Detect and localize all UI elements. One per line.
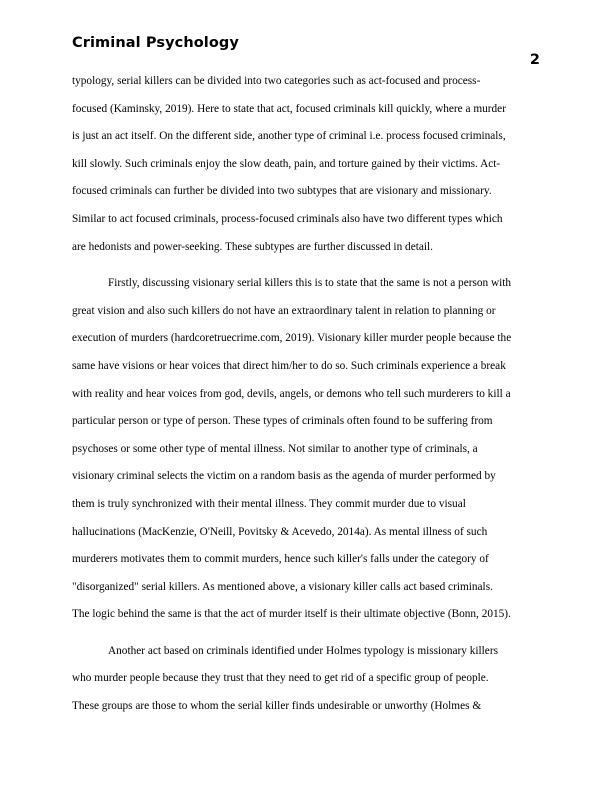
text-line: execution of murders (hardcoretruecrime.com, 2019). Visionary killer murder people because the bbox=[72, 332, 512, 345]
text-line: who murder people because they trust that they need to get rid of a specific group of people. bbox=[72, 672, 489, 685]
text-line: These groups are those to whom the serial killer finds undesirable or unworthy (Holmes & bbox=[72, 700, 482, 713]
running-header-title: Criminal Psychology bbox=[72, 35, 239, 51]
paragraph bbox=[72, 638, 544, 721]
text-line: is just an act itself. On the different side, another type of criminal i.e. process focused criminals, bbox=[72, 130, 506, 143]
body-text bbox=[72, 68, 544, 730]
text-line: with reality and hear voices from god, devils, angels, or demons who tell such murderers to kill a bbox=[72, 387, 511, 400]
text-line: Another act based on criminals identified under Holmes typology is missionary killers bbox=[108, 644, 498, 657]
text-line: are hedonists and power-seeking. These subtypes are further discussed in detail. bbox=[72, 240, 433, 253]
text-line: particular person or type of person. These types of criminals often found to be suffering from bbox=[72, 415, 493, 428]
text-line: visionary criminal selects the victim on a random basis as the agenda of murder performed by bbox=[72, 470, 496, 483]
text-line: The logic behind the same is that the act of murder itself is their ultimate objective (Bonn, 2015). bbox=[72, 608, 511, 621]
text-line: same have visions or hear voices that direct him/her to do so. Such criminals experience a break bbox=[72, 359, 506, 372]
text-line: Similar to act focused criminals, process-focused criminals also have two different types which bbox=[72, 212, 503, 225]
text-line: hallucinations (MacKenzie, O'Neill, Povitsky & Acevedo, 2014a). As mental illness of such bbox=[72, 525, 488, 538]
text-line: great vision and also such killers do not have an extraordinary talent in relation to planning or bbox=[72, 304, 496, 317]
paragraph bbox=[72, 68, 544, 261]
text-line: focused (Kaminsky, 2019). Here to state that act, focused criminals kill quickly, where a murder bbox=[72, 102, 506, 115]
text-line: typology, serial killers can be divided into two categories such as act-focused and process- bbox=[72, 75, 481, 87]
text-line: Firstly, discussing visionary serial killers this is to state that the same is not a person with bbox=[108, 277, 512, 290]
paragraph bbox=[72, 270, 544, 629]
text-line: focused criminals can further be divided into two subtypes that are visionary and missionary. bbox=[72, 185, 492, 198]
text-line: "disorganized" serial killers. As mentioned above, a visionary killer calls act based criminals. bbox=[72, 580, 493, 593]
page-number: 2 bbox=[529, 52, 540, 68]
text-line: kill slowly. Such criminals enjoy the slow death, pain, and torture gained by their victims. Act- bbox=[72, 157, 501, 170]
text-line: murderers motivates them to commit murders, hence such killer's falls under the category of bbox=[72, 553, 489, 566]
text-line: them is truly synchronized with their mental illness. They commit murder due to visual bbox=[72, 497, 466, 510]
text-line: psychoses or some other type of mental illness. Not similar to another type of criminals, a bbox=[72, 442, 478, 455]
